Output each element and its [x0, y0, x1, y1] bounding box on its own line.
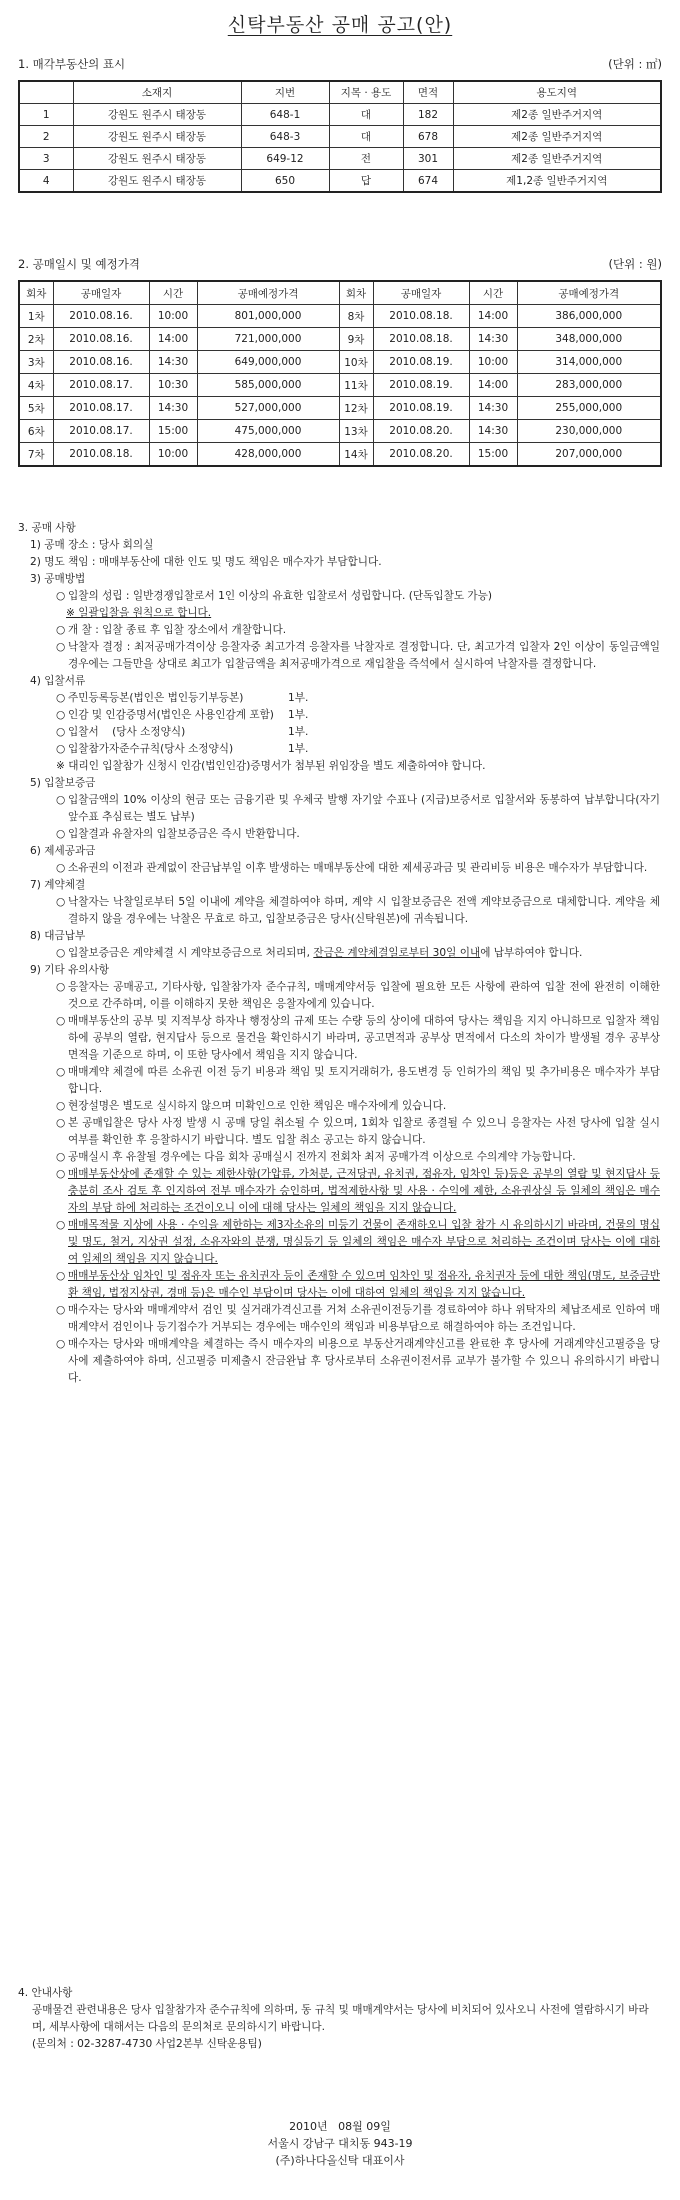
item-text: 입찰결과 유찰자의 입찰보증금은 즉시 반환합니다. — [68, 828, 300, 840]
section3-heading: 3. 공매 사항 — [18, 522, 76, 534]
item-text: 매매계약 체결에 따른 소유권 이전 등기 비용과 책임 및 토지거래허가, 용도변경 등 인허가의 책임 및 추가비용은 매수자가 부담합니다. — [68, 1066, 660, 1095]
subsection-documents: 4) 입찰서류 — [30, 675, 86, 687]
bullet-icon: ○ — [56, 1015, 66, 1027]
header-cell: 회차 — [339, 281, 373, 305]
table-cell: 14:00 — [469, 305, 517, 328]
bullet-icon: ○ — [56, 624, 66, 636]
table-cell: 2010.08.19. — [373, 351, 469, 374]
table-cell: 648-1 — [241, 104, 329, 126]
bullet-icon: ○ — [56, 1066, 66, 1078]
table-cell: 1차 — [19, 305, 53, 328]
table-cell: 10:00 — [469, 351, 517, 374]
bullet-icon: ○ — [56, 1219, 66, 1231]
table-cell: 2010.08.18. — [373, 305, 469, 328]
table-cell: 14:30 — [149, 351, 197, 374]
table-cell: 14:30 — [469, 328, 517, 351]
table-cell: 5차 — [19, 397, 53, 420]
list-item — [18, 724, 660, 741]
item-text: 입찰의 성립 : 일반경쟁입찰로서 1인 이상의 유효한 입찰로서 성립합니다. (단독입찰도 가능) — [68, 590, 493, 602]
list-item — [18, 1217, 660, 1268]
table-cell: 11차 — [339, 374, 373, 397]
table-cell: 2010.08.16. — [53, 328, 149, 351]
list-item — [18, 1166, 660, 1217]
table-cell: 제2종 일반주거지역 — [453, 148, 661, 170]
bullet-icon: ○ — [56, 709, 66, 721]
list-item — [18, 1302, 660, 1336]
table-cell: 7차 — [19, 443, 53, 467]
property-table — [18, 80, 662, 193]
bullet-icon: ○ — [56, 692, 66, 704]
table-cell: 9차 — [339, 328, 373, 351]
table-row — [19, 328, 661, 351]
table-cell: 2010.08.19. — [373, 397, 469, 420]
list-item — [18, 894, 660, 928]
list-item — [18, 639, 660, 673]
subsection-contract: 7) 계약체결 — [30, 879, 86, 891]
table-cell: 255,000,000 — [517, 397, 661, 420]
bullet-icon: ○ — [56, 1304, 66, 1316]
table-cell: 2010.08.17. — [53, 397, 149, 420]
item-text: 주민등록등본(법인은 법인등기부등본) — [68, 692, 244, 704]
bullet-icon: ○ — [56, 981, 66, 993]
list-item — [18, 690, 660, 707]
bullet-icon: ○ — [56, 726, 66, 738]
notice-date: 2010년 08월 09일 — [289, 2120, 391, 2133]
table-cell: 2010.08.20. — [373, 443, 469, 467]
section4-heading: 4. 안내사항 — [18, 1987, 73, 1999]
table-cell: 14:30 — [469, 397, 517, 420]
table-cell: 674 — [403, 170, 453, 193]
table-cell: 207,000,000 — [517, 443, 661, 467]
table-cell: 3차 — [19, 351, 53, 374]
subsection-payment: 8) 대금납부 — [30, 930, 86, 942]
table-cell: 4 — [19, 170, 73, 193]
table-row — [19, 305, 661, 328]
list-item — [18, 1268, 660, 1302]
table-cell: 2010.08.18. — [373, 328, 469, 351]
subsection-location: 1) 공매 장소 : 당사 회의실 — [30, 539, 154, 551]
bullet-icon: ○ — [56, 1270, 66, 1282]
item-text: 입찰참가자준수규칙(당사 소정양식) — [68, 743, 234, 755]
header-cell: 시간 — [469, 281, 517, 305]
table-header-row — [19, 81, 661, 104]
item-text: 공매실시 후 유찰될 경우에는 다음 회차 공매실시 전까지 전회차 최저 공매가격 이상으로 수의계약 가능합니다. — [68, 1151, 576, 1163]
section2-heading: 2. 공매일시 및 예정가격 — [18, 257, 140, 271]
table-row — [19, 374, 661, 397]
table-cell: 15:00 — [149, 420, 197, 443]
table-cell: 강원도 원주시 태장동 — [73, 170, 241, 193]
table-row — [19, 443, 661, 467]
section2-unit: (단위 : 원) — [608, 257, 662, 271]
table-cell: 3 — [19, 148, 73, 170]
table-cell: 14:30 — [149, 397, 197, 420]
table-cell: 14:00 — [469, 374, 517, 397]
subsection-deposit: 5) 입찰보증금 — [30, 777, 96, 789]
item-text-underlined: 매매부동산상에 존재할 수 있는 제한사항(가압류, 가처분, 근저당권, 유치권, 점유자, 임차인 등)등은 공부의 열람 및 현지답사 등 충분히 조사 검토 후 인지하여 전부 매수자가 승인하며, 법적제한사항 및 사용 · 수익에 제한, 소유권상실 등 일체의 책임은 매수자의 부담 하에 처리하는 조건이오니 이에 대해 당사는 일체의 책임을 지지 않습니다. — [68, 1168, 660, 1214]
bullet-icon: ○ — [56, 862, 66, 874]
header-cell: 용도지역 — [453, 81, 661, 104]
list-item — [18, 1336, 660, 1387]
table-cell: 649-12 — [241, 148, 329, 170]
bullet-icon: ○ — [56, 896, 66, 908]
table-cell: 2010.08.18. — [53, 443, 149, 467]
subsection-taxes: 6) 제세공과금 — [30, 845, 96, 857]
list-item — [18, 622, 660, 639]
table-row — [19, 126, 661, 148]
table-cell: 283,000,000 — [517, 374, 661, 397]
table-cell: 15:00 — [469, 443, 517, 467]
table-cell: 2010.08.19. — [373, 374, 469, 397]
item-text: 응찰자는 공매공고, 기타사항, 입찰참가자 준수규칙, 매매계약서등 입찰에 필요한 모든 사항에 관하여 입찰 전에 완전히 이해한 것으로 간주하며, 이를 이해하지 못한 책임은 응찰자에게 있습니다. — [68, 981, 660, 1010]
item-qty: 1부. — [288, 743, 309, 755]
header-cell: 공매예정가격 — [517, 281, 661, 305]
list-item — [18, 1115, 660, 1149]
table-cell: 12차 — [339, 397, 373, 420]
table-cell: 10차 — [339, 351, 373, 374]
table-row — [19, 148, 661, 170]
table-cell: 4차 — [19, 374, 53, 397]
item-text: 매수자는 당사와 매매계약을 체결하는 즉시 매수자의 비용으로 부동산거래계약신고를 완료한 후 당사에 거래계약신고필증을 당사에 제출하여야 하며, 신고필증 미제출시 잔금완납 후 당사로부터 소유권이전서류 교부가 불가할 수 있으니 유의하시기 바랍니다. — [68, 1338, 660, 1384]
list-item — [18, 1013, 660, 1064]
bullet-icon: ○ — [56, 590, 66, 602]
table-cell: 301 — [403, 148, 453, 170]
bullet-icon: ○ — [56, 794, 66, 806]
item-text: 에 납부하여야 합니다. — [480, 947, 583, 959]
table-cell: 제2종 일반주거지역 — [453, 126, 661, 148]
table-cell: 10:00 — [149, 305, 197, 328]
table-cell: 1 — [19, 104, 73, 126]
table-cell: 475,000,000 — [197, 420, 339, 443]
header-cell: 공매예정가격 — [197, 281, 339, 305]
header-cell: 시간 — [149, 281, 197, 305]
table-cell: 648-3 — [241, 126, 329, 148]
table-cell: 2010.08.17. — [53, 374, 149, 397]
item-text: 매매부동산의 공부 및 지적부상 하자나 행정상의 규제 또는 수량 등의 상이에 대하여 당사는 책임을 지지 아니하므로 입찰자 책임 하에 공부의 열람, 현지답사 등으로 물건을 확인하시기 바라며, 공고면적과 공부상 면적에서 다소의 차이가 발생될 경우 공부상 면적을 기준으로 하며, 이 또한 당사에서 책임을 지지 않습니다. — [68, 1015, 660, 1061]
subsection-method: 3) 공매방법 — [30, 573, 86, 585]
page-title: 신탁부동산 공매 공고(안) — [227, 14, 453, 36]
table-cell: 대 — [329, 104, 403, 126]
table-cell: 801,000,000 — [197, 305, 339, 328]
bullet-icon: ○ — [56, 1151, 66, 1163]
section1-heading: 1. 매각부동산의 표시 — [18, 57, 126, 71]
subsection-other: 9) 기타 유의사항 — [30, 964, 110, 976]
item-text-underlined: 잔금은 계약체결일로부터 30일 이내 — [313, 947, 481, 959]
subsection-delivery: 2) 명도 책임 : 매매부동산에 대한 인도 및 명도 책임은 매수자가 부담합니다. — [30, 556, 382, 568]
table-cell: 14차 — [339, 443, 373, 467]
bullet-icon: ○ — [56, 1338, 66, 1350]
header-cell: 지번 — [241, 81, 329, 104]
table-cell: 답 — [329, 170, 403, 193]
item-qty: 1부. — [288, 692, 309, 704]
table-cell: 585,000,000 — [197, 374, 339, 397]
table-cell: 14:30 — [469, 420, 517, 443]
list-item — [18, 741, 660, 758]
table-cell: 2010.08.20. — [373, 420, 469, 443]
section4-body: 공매물건 관련내용은 당사 입찰참가자 준수규칙에 의하며, 동 규칙 및 매매계약서는 당사에 비치되어 있사오니 사전에 열람하시기 바라며, 세부사항에 대해서는 다음의 문의처로 문의하시기 바랍니다. — [32, 2004, 649, 2033]
list-item — [18, 1064, 660, 1098]
table-cell: 2차 — [19, 328, 53, 351]
list-item — [18, 792, 660, 826]
note-text: ※ 일괄입찰을 원칙으로 합니다. — [66, 607, 212, 619]
schedule-table — [18, 280, 662, 467]
list-item — [18, 979, 660, 1013]
item-text: 입찰보증금은 계약체결 시 계약보증금으로 처리되며, — [68, 947, 314, 959]
bullet-icon: ○ — [56, 1117, 66, 1129]
table-cell: 제1,2종 일반주거지역 — [453, 170, 661, 193]
item-text: 낙찰자는 낙찰일로부터 5일 이내에 계약을 체결하여야 하며, 계약 시 입찰보증금은 전액 계약보증금으로 대체합니다. 계약을 체결하지 않을 경우에는 낙찰은 무효로 하고, 입찰보증금은 당사(신탁원본)에 귀속됩니다. — [68, 896, 660, 925]
item-qty: 1부. — [288, 709, 309, 721]
table-cell: 제2종 일반주거지역 — [453, 104, 661, 126]
table-cell: 348,000,000 — [517, 328, 661, 351]
header-cell: 회차 — [19, 281, 53, 305]
bullet-icon: ○ — [56, 743, 66, 755]
header-cell: 지목 · 용도 — [329, 81, 403, 104]
footer — [0, 2118, 680, 2169]
item-text: 입찰서 (당사 소정양식) — [68, 726, 186, 738]
table-row — [19, 397, 661, 420]
item-text-underlined: 매매목적물 지상에 사용 · 수익을 제한하는 제3자소유의 미등기 건물이 존재하오니 입찰 참가 시 유의하시기 바라며, 건물의 명십 및 명도, 철거, 지상권 설정, 소유자와의 분쟁, 명실등기 등 일체의 책임은 매수자 부담으로 처리하는 조건이며 당사는 이에 대하여 일체의 책임을 지지 않습니다. — [68, 1219, 660, 1265]
list-item — [18, 826, 660, 843]
table-cell: 8차 — [339, 305, 373, 328]
table-cell: 강원도 원주시 태장동 — [73, 148, 241, 170]
header-cell: 소재지 — [73, 81, 241, 104]
table-cell: 428,000,000 — [197, 443, 339, 467]
item-text: 현장설명은 별도로 실시하지 않으며 미확인으로 인한 책임은 매수자에게 있습니다. — [68, 1100, 447, 1112]
list-item — [18, 860, 660, 877]
note-text: ※ 대리인 입찰참가 신청시 인감(법인인감)증명서가 첨부된 위임장을 별도 제출하여야 합니다. — [56, 760, 486, 772]
list-item — [18, 1149, 660, 1166]
table-cell: 2010.08.16. — [53, 351, 149, 374]
item-text: 매수자는 당사와 매매계약서 검인 및 실거래가격신고를 거쳐 소유권이전등기를 경료하여야 하나 위탁자의 체납조세로 인하여 매매계약서 검인이나 등기접수가 거부되는 경우에는 매수인의 책임과 비용부담으로 해결하여야 하는 조건입니다. — [68, 1304, 660, 1333]
item-text: 낙찰자 결정 : 최저공매가격이상 응찰자중 최고가격 응찰자를 낙찰자로 결정합니다. 단, 최고가격 입찰자 2인 이상이 동일금액일 경우에는 그들만을 상대로 최고가 입찰금액을 최저공매가격으로 재입찰을 즉석에서 실시하여 낙찰자를 결정합니다. — [68, 641, 660, 670]
table-cell: 527,000,000 — [197, 397, 339, 420]
item-text: 소유권의 이전과 관계없이 잔금납부일 이후 발생하는 매매부동산에 대한 제세공과금 및 관리비등 비용은 매수자가 부담합니다. — [68, 862, 648, 874]
section3 — [18, 520, 660, 1387]
header-cell: 공매일자 — [373, 281, 469, 305]
company-name: (주)하나다올신탁 대표이사 — [275, 2154, 405, 2167]
item-text: 본 공매입찰은 당사 사정 발생 시 공매 당일 취소될 수 있으며, 1회차 입찰로 종결될 수 있으니 응찰자는 사전 당사에 입찰 실시 여부를 확인한 후 응찰하시기 바랍니다. 별도 입찰 취소 공고는 하지 않습니다. — [68, 1117, 660, 1146]
table-cell: 2010.08.17. — [53, 420, 149, 443]
table-cell: 650 — [241, 170, 329, 193]
table-cell: 314,000,000 — [517, 351, 661, 374]
table-row — [19, 104, 661, 126]
table-cell: 대 — [329, 126, 403, 148]
contact-info: (문의처 : 02-3287-4730 사업2본부 신탁운용팀) — [32, 2038, 262, 2050]
header-cell: 면적 — [403, 81, 453, 104]
table-header-row — [19, 281, 661, 305]
bullet-icon: ○ — [56, 947, 66, 959]
table-cell: 10:30 — [149, 374, 197, 397]
bullet-icon: ○ — [56, 641, 66, 653]
table-cell: 10:00 — [149, 443, 197, 467]
section4 — [18, 1985, 660, 2053]
table-cell: 182 — [403, 104, 453, 126]
company-address: 서울시 강남구 대치동 943-19 — [267, 2137, 413, 2150]
item-text: 입찰금액의 10% 이상의 현금 또는 금융기관 및 우체국 발행 자기앞 수표나 (지급)보증서로 입찰서와 동봉하여 납부합니다(자기앞수표 추심료는 별도 납부) — [68, 794, 660, 823]
table-cell: 649,000,000 — [197, 351, 339, 374]
item-qty: 1부. — [288, 726, 309, 738]
table-cell: 강원도 원주시 태장동 — [73, 126, 241, 148]
table-cell: 강원도 원주시 태장동 — [73, 104, 241, 126]
table-cell: 721,000,000 — [197, 328, 339, 351]
list-item — [18, 945, 660, 962]
item-text: 인감 및 인감증명서(법인은 사용인감계 포함) — [68, 709, 274, 721]
item-text-underlined: 매매부동산상 임차인 및 점유자 또는 유치권자 등이 존재할 수 있으며 임차인 및 점유자, 유치권자 등에 대한 책임(명도, 보증금반환 책임, 법정지상권, 경매 등)은 매수인 부담이며 당사는 이에 대하여 일체의 책임을 지지 않습니다. — [68, 1270, 660, 1299]
bullet-icon: ○ — [56, 1168, 66, 1180]
table-cell: 386,000,000 — [517, 305, 661, 328]
table-cell: 2 — [19, 126, 73, 148]
table-cell: 14:00 — [149, 328, 197, 351]
bullet-icon: ○ — [56, 828, 66, 840]
list-item — [18, 707, 660, 724]
item-text: 개 찰 : 입찰 종료 후 입찰 장소에서 개찰합니다. — [68, 624, 287, 636]
bullet-icon: ○ — [56, 1100, 66, 1112]
table-row — [19, 170, 661, 193]
table-cell: 6차 — [19, 420, 53, 443]
table-cell: 2010.08.16. — [53, 305, 149, 328]
table-row — [19, 420, 661, 443]
table-cell: 13차 — [339, 420, 373, 443]
list-item — [18, 1098, 660, 1115]
list-item — [18, 588, 660, 605]
header-cell — [19, 81, 73, 104]
section1-unit: (단위 : ㎡) — [608, 57, 662, 71]
table-cell: 230,000,000 — [517, 420, 661, 443]
table-cell: 전 — [329, 148, 403, 170]
header-cell: 공매일자 — [53, 281, 149, 305]
table-cell: 678 — [403, 126, 453, 148]
table-row — [19, 351, 661, 374]
